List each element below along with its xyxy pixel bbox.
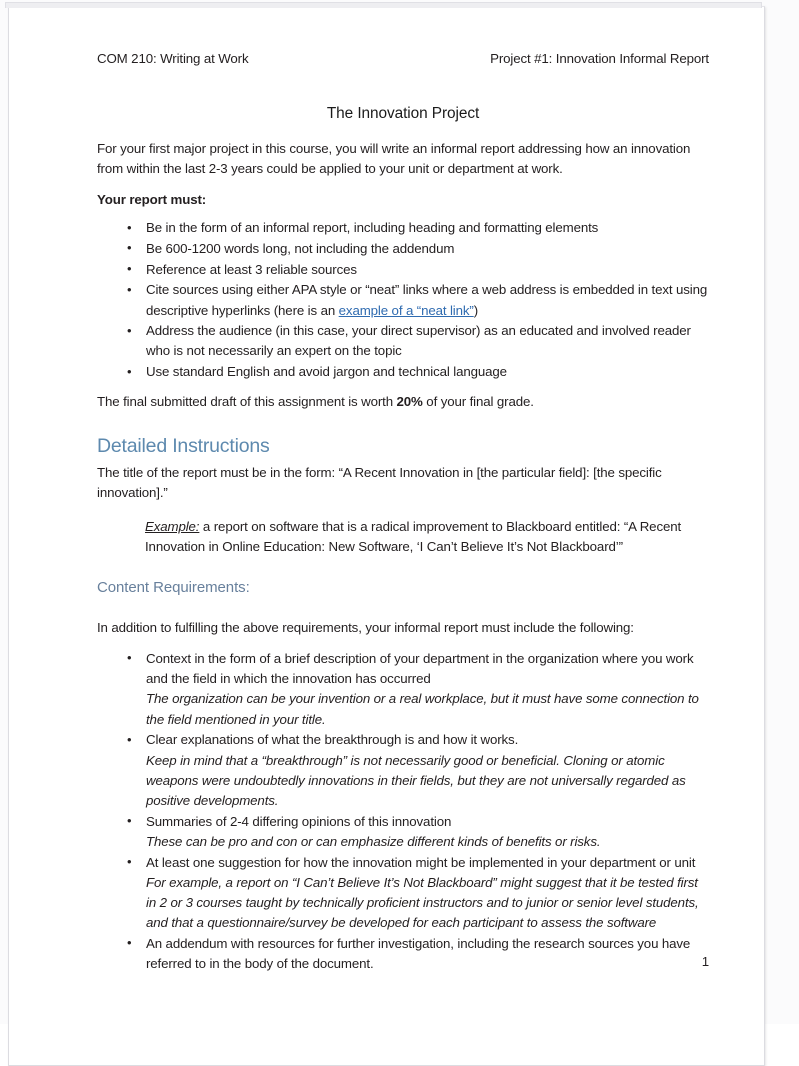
neat-link[interactable]: example of a “neat link”	[338, 302, 474, 318]
list-item	[97, 260, 709, 280]
requirements-list	[97, 218, 709, 382]
content-requirements-list	[97, 649, 709, 974]
item-main: An addendum with resources for further investigation, including the research sources you have referred to in the body of the document.	[146, 935, 691, 972]
list-item	[97, 362, 709, 382]
item-main: At least one suggestion for how the innovation might be implemented in your department or unit	[146, 854, 696, 870]
grade-line	[97, 392, 709, 412]
content-requirements-heading: Content Requirements:	[97, 578, 250, 596]
requirement-text: Be 600-1200 words long, not including the addendum	[146, 240, 455, 256]
list-item	[97, 321, 709, 361]
cite-text-before: Cite sources using either APA style or “neat” links where a web address is embedded in text using descriptive hyperlinks (here is an	[146, 282, 708, 318]
requirement-text: Use standard English and avoid jargon and technical language	[146, 364, 507, 380]
list-item	[97, 239, 709, 259]
list-item	[97, 812, 709, 852]
cite-text-after: )	[473, 302, 478, 318]
item-main: Clear explanations of what the breakthrough is and how it works.	[146, 732, 519, 748]
item-note: The organization can be your invention or a real workplace, but it must have some connection to the field mentioned in your title.	[146, 691, 699, 727]
list-item	[97, 649, 709, 730]
item-note: These can be pro and con or can emphasize different kinds of benefits or risks.	[146, 833, 601, 849]
content-requirements-intro: In addition to fulfilling the above requirements, your informal report must include the following:	[97, 619, 634, 635]
page-sheet	[8, 6, 765, 1066]
page-number: 1	[701, 954, 709, 969]
grade-text-before: The final submitted draft of this assignment is worth	[97, 394, 397, 410]
list-item	[97, 853, 709, 934]
example-label: Example:	[145, 518, 200, 534]
item-main: Context in the form of a brief description of your department in the organization where you work and the field in which the innovation has occurred	[146, 650, 694, 687]
list-item-with-link	[97, 280, 709, 320]
grade-percentage: 20%	[396, 394, 423, 410]
list-item	[97, 218, 709, 238]
intro-paragraph: For your first major project in this course, you will write an informal report addressing how an innovation from within the last 2-3 years could be applied to your unit or department at work.	[97, 140, 691, 176]
document-title: The Innovation Project	[326, 105, 480, 123]
list-item	[97, 730, 709, 811]
example-block	[97, 517, 709, 557]
requirement-text: Reference at least 3 reliable sources	[146, 261, 357, 277]
header-course-label: COM 210: Writing at Work	[97, 51, 249, 66]
item-note: For example, a report on “I Can’t Believe It’s Not Blackboard” might suggest that it be tested first in 2 or 3 courses taught by technically proficient instructors and to junior or senior level students, and that a questionnaire/survey be developed for each participant to assess the software	[146, 874, 699, 931]
detailed-instructions-body: The title of the report must be in the form: “A Recent Innovation in [the particular field]: [the specific innovation].”	[97, 465, 662, 501]
requirement-text: Address the audience (in this case, your direct supervisor) as an educated and involved reader who is not necessarily an expert on the topic	[146, 323, 691, 359]
detailed-instructions-heading: Detailed Instructions	[97, 434, 270, 457]
item-note: Keep in mind that a “breakthrough” is not necessarily good or beneficial. Cloning or atomic weapons were undoubtedly innovations in their fields, but they are not universally regarded as positive developments.	[146, 752, 686, 808]
page-content	[97, 49, 709, 984]
grade-text-after: of your final grade.	[422, 394, 534, 410]
running-header	[97, 49, 709, 69]
header-project-label: Project #1: Innovation Informal Report	[490, 51, 709, 66]
example-text: a report on software that is a radical improvement to Blackboard entitled: “A Recent Innovation in Online Education: New Software, ‘I Can’t Believe It’s Not Blackboard’”	[145, 518, 682, 554]
requirements-label: Your report must:	[97, 192, 207, 208]
item-main: Summaries of 2-4 differing opinions of this innovation	[146, 813, 452, 829]
requirement-text: Be in the form of an informal report, including heading and formatting elements	[146, 220, 599, 236]
